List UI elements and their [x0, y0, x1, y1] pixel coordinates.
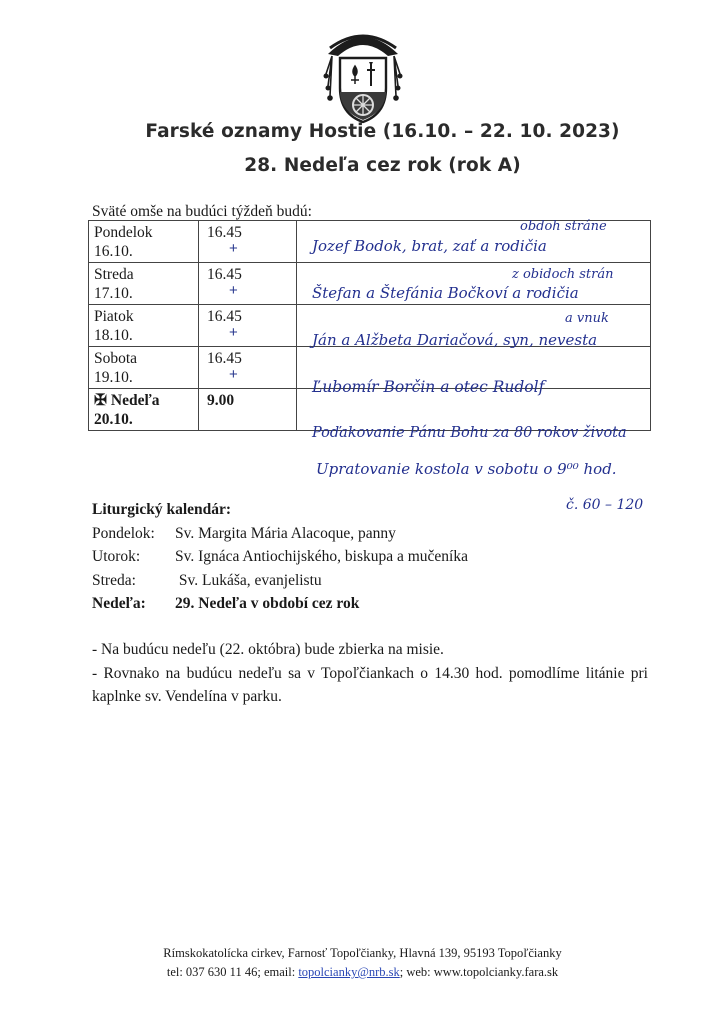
date-label: 18.10. [94, 327, 133, 344]
handwritten-note: z obidoch strán [512, 267, 614, 282]
liturgical-calendar [92, 498, 468, 616]
parish-crest-logo [322, 26, 404, 126]
liturgy-day: Nedeľa: [92, 595, 146, 612]
handwritten-intention: Štefan a Štefánia Bočkoví a rodičia [312, 284, 579, 302]
handwritten-note: a vnuk [565, 311, 609, 326]
time-label: 16.45 [207, 308, 242, 325]
liturgy-day: Streda: [92, 571, 136, 589]
date-label: 17.10. [94, 285, 133, 302]
handwritten-cleaning-note: Upratovanie kostola v sobotu o 9⁰⁰ hod. [316, 460, 617, 478]
day-label: Streda [94, 266, 134, 283]
handwritten-note: obdoh stráne [520, 219, 607, 234]
announcement-item: - Na budúcu nedeľu (22. októbra) bude zbierka na misie. [92, 641, 444, 658]
liturgy-day: Pondelok: [92, 524, 155, 542]
list-item [92, 592, 468, 616]
cross-pattee-icon: ✠ [94, 392, 107, 409]
list-item [92, 522, 468, 546]
deceased-mark: + [229, 282, 238, 299]
deceased-mark: + [229, 366, 238, 383]
page-subtitle: 28. Nedeľa cez rok (rok A) [244, 155, 521, 176]
page-title: Farské oznamy Hostie (16.10. – 22. 10. 2023) [145, 121, 620, 142]
day-label: Sobota [94, 350, 138, 367]
liturgy-text: 29. Nedeľa v období cez rok [175, 595, 360, 612]
footer [0, 944, 725, 982]
footer-email-link[interactable]: topolcianky@nrb.sk [298, 965, 400, 979]
day-label: Pondelok [94, 224, 153, 241]
list-item [92, 569, 468, 593]
handwritten-intention: Poďakovanie Pánu Bohu za 80 rokov života [312, 425, 627, 441]
deceased-mark: + [229, 324, 238, 341]
day-label: Piatok [94, 308, 134, 325]
date-label: 20.10. [94, 411, 133, 428]
liturgy-text: Sv. Margita Mária Alacoque, panny [175, 524, 396, 542]
shield-icon [340, 58, 386, 122]
handwritten-number-range: č. 60 – 120 [566, 497, 644, 513]
handwritten-intention: Ľubomír Borčin a otec Rudolf [312, 378, 545, 396]
time-label: 9.00 [207, 392, 235, 409]
handwritten-intention: Ján a Alžbeta Dariačová, syn, nevesta [312, 331, 598, 349]
liturgy-day: Utorok: [92, 548, 141, 565]
mass-table-caption: Sväté omše na budúci týždeň budú: [92, 203, 312, 220]
footer-address: Rímskokatolícka cirkev, Farnosť Topoľčianky, Hlavná 139, 95193 Topoľčianky [163, 946, 562, 960]
list-item [92, 545, 468, 569]
time-label: 16.45 [207, 350, 242, 367]
date-label: 16.10. [94, 243, 133, 260]
deceased-mark: + [229, 240, 238, 257]
footer-web[interactable]: ; web: www.topolcianky.fara.sk [399, 965, 559, 979]
time-label: 16.45 [207, 266, 242, 283]
liturgy-text: Sv. Lukáša, evanjelistu [175, 571, 322, 589]
footer-tel: tel: 037 630 11 46; email: [166, 965, 299, 979]
time-label: 16.45 [207, 224, 242, 241]
liturgy-heading: Liturgický kalendár: [92, 501, 232, 518]
announcements [92, 638, 648, 709]
date-label: 19.10. [94, 369, 133, 386]
handwritten-intention: Jozef Bodok, brat, zať a rodičia [312, 237, 547, 255]
day-label: Nedeľa [110, 392, 160, 409]
liturgy-text: Sv. Ignáca Antiochijského, biskupa a mučeníka [175, 548, 468, 565]
announcement-item: - Rovnako na budúcu nedeľu sa v Topoľčiankach o 14.30 hod. pomodlíme litánie pri kaplnke sv. Vendelína v parku. [92, 664, 648, 705]
